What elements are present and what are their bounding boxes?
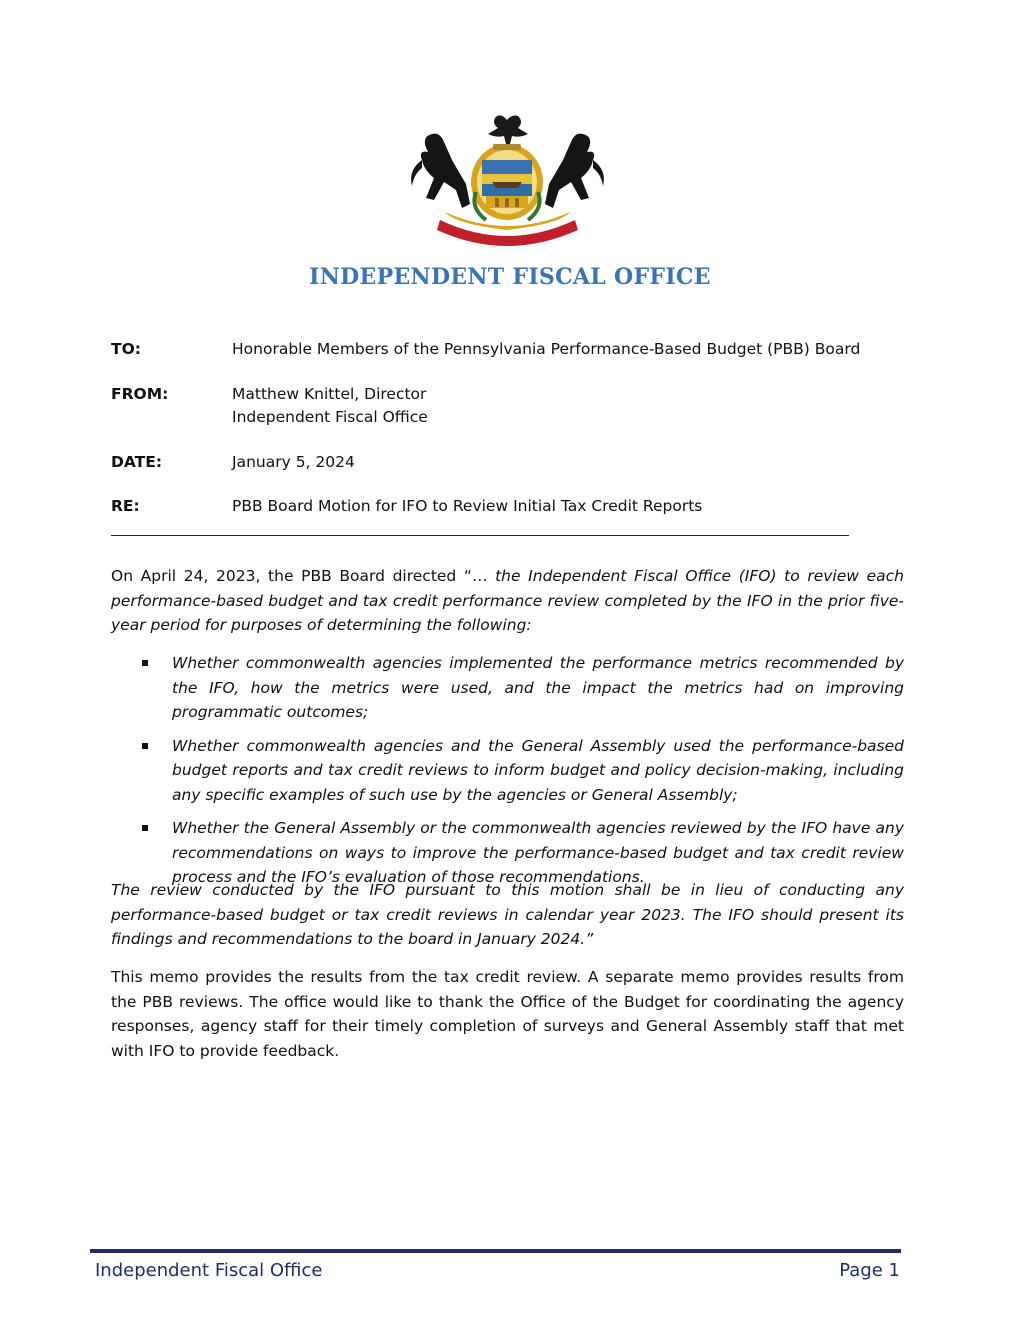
bullet-square-icon — [142, 825, 148, 831]
motion-bullet-list — [111, 651, 904, 890]
footer-page-number: Page 1 — [839, 1260, 900, 1281]
list-item — [111, 734, 904, 808]
from-label: FROM: — [111, 385, 169, 403]
intro-italic-text: the Independent Fiscal Office (IFO) to review each performance-based budget and tax credit performance review completed by the IFO in the prior five-year period for purposes of determining the following: — [111, 567, 904, 634]
header-divider — [111, 535, 849, 536]
summary-paragraph: This memo provides the results from the tax credit review. A separate memo provides results from the PBB reviews. The office would like to thank the Office of the Budget for coordinating the agency responses, agency staff for their timely completion of surveys and General Assembly staff that met with IFO to provide feedback. — [111, 968, 904, 1060]
list-item — [111, 651, 904, 725]
to-label: TO: — [111, 340, 141, 358]
bullet-square-icon — [142, 660, 148, 666]
from-line1: Matthew Knittel, Director — [232, 385, 427, 403]
footer-rule — [90, 1249, 901, 1253]
bullet-square-icon — [142, 743, 148, 749]
bullet-text: Whether the General Assembly or the commonwealth agencies reviewed by the IFO have any recommendations on ways to improve the performance-based budget and tax credit review process and the IFO’s evaluation of those recommendations. — [172, 819, 904, 886]
re-label: RE: — [111, 497, 140, 515]
pennsylvania-coat-of-arms-icon — [400, 112, 615, 247]
re-value: PBB Board Motion for IFO to Review Initial Tax Credit Reports — [232, 497, 703, 515]
from-line2: Independent Fiscal Office — [232, 408, 428, 426]
office-title: INDEPENDENT FISCAL OFFICE — [309, 264, 711, 290]
to-value: Honorable Members of the Pennsylvania Performance-Based Budget (PBB) Board — [232, 340, 861, 358]
date-value: January 5, 2024 — [232, 453, 355, 471]
intro-paragraph — [111, 564, 904, 638]
closing-quote-paragraph: The review conducted by the IFO pursuant to this motion shall be in lieu of conducting any performance-based budget or tax credit reviews in calendar year 2023. The IFO should present its findings and recommendations to the board in January 2024.” — [111, 881, 904, 948]
intro-plain-text: On April 24, 2023, the PBB Board directed “… — [111, 567, 496, 585]
bullet-text: Whether commonwealth agencies and the General Assembly used the performance-based budget reports and tax credit reviews to inform budget and policy decision-making, including any specific examples of such use by the agencies or General Assembly; — [172, 736, 904, 804]
date-label: DATE: — [111, 453, 163, 471]
bullet-text: Whether commonwealth agencies implemented the performance metrics recommended by the IFO, how the metrics were used, and the impact the metrics had on improving programmatic outcomes; — [172, 654, 904, 721]
footer-office-name: Independent Fiscal Office — [95, 1260, 323, 1281]
